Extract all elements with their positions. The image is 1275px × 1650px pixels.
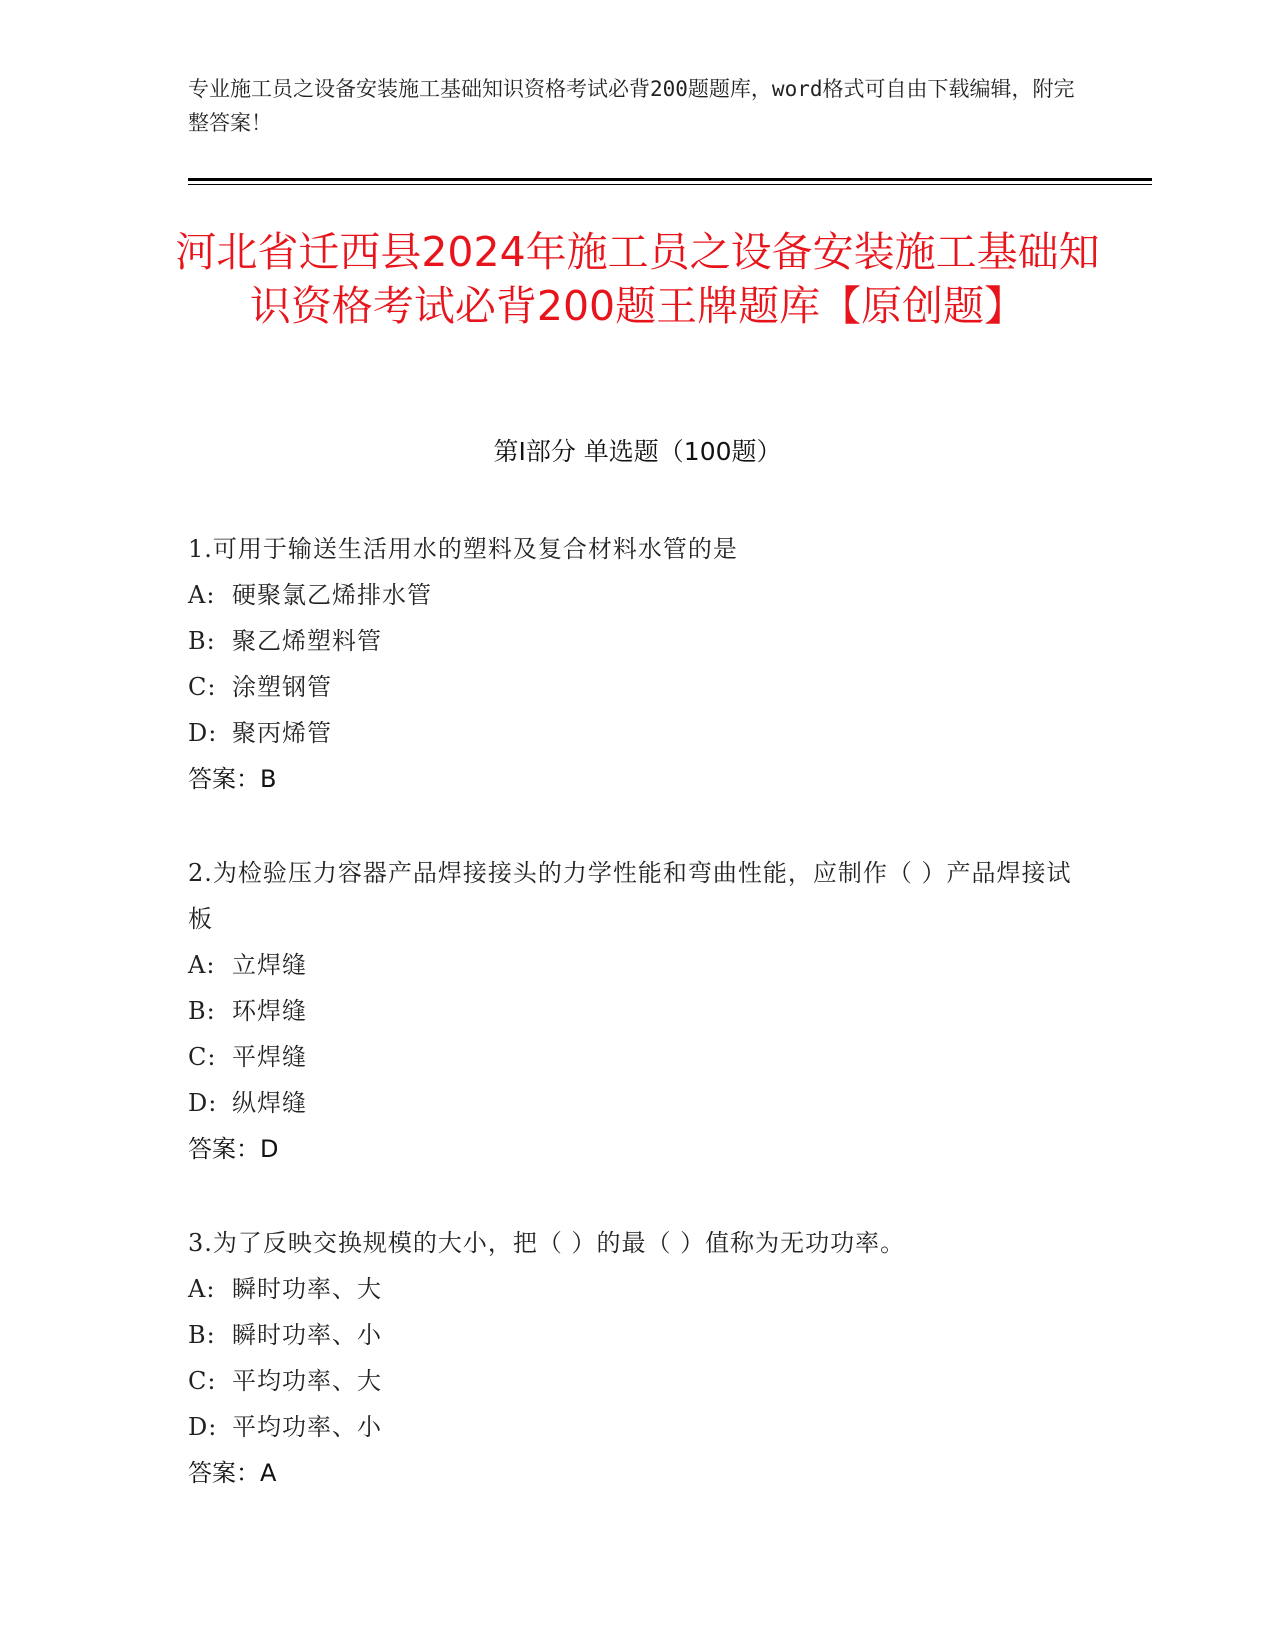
question-stem: 3.为了反映交换规模的大小，把（ ）的最（ ）值称为无功功率。	[188, 1229, 906, 1257]
option-key: A:	[188, 1275, 216, 1303]
option-d	[188, 1080, 1088, 1126]
option-c	[188, 1358, 1088, 1404]
option-text: 纵焊缝	[232, 1089, 307, 1117]
option-text: 聚乙烯塑料管	[232, 627, 382, 655]
option-text: 平均功率、小	[232, 1413, 382, 1441]
option-key: B:	[188, 627, 216, 655]
option-text: 平均功率、大	[232, 1367, 382, 1395]
question-3	[188, 1220, 1088, 1496]
option-key: C:	[188, 673, 217, 701]
option-c	[188, 664, 1088, 710]
option-key: C:	[188, 1043, 217, 1071]
option-key: C:	[188, 1367, 217, 1395]
answer: 答案：D	[188, 1135, 279, 1163]
question-stem: 1.可用于输送生活用水的塑料及复合材料水管的是	[188, 535, 738, 563]
option-text: 涂塑钢管	[232, 673, 332, 701]
header-note: 专业施工员之设备安装施工基础知识资格考试必背200题题库，word格式可自由下载编辑，附完整答案！	[188, 77, 1075, 135]
option-key: A:	[188, 581, 216, 609]
header-divider-thick	[188, 178, 1152, 181]
question-list	[188, 526, 1088, 1544]
option-text: 聚丙烯管	[232, 719, 332, 747]
option-key: B:	[188, 1321, 216, 1349]
option-b	[188, 1312, 1088, 1358]
option-b	[188, 988, 1088, 1034]
option-d	[188, 710, 1088, 756]
option-d	[188, 1404, 1088, 1450]
question-2	[188, 850, 1088, 1172]
option-text: 瞬时功率、大	[232, 1275, 382, 1303]
option-c	[188, 1034, 1088, 1080]
option-a	[188, 942, 1088, 988]
option-text: 瞬时功率、小	[232, 1321, 382, 1349]
option-b	[188, 618, 1088, 664]
option-a	[188, 572, 1088, 618]
option-text: 环焊缝	[232, 997, 307, 1025]
section-heading: 第Ⅰ部分 单选题（100题）	[493, 437, 782, 466]
answer: 答案：B	[188, 765, 277, 793]
option-key: D:	[188, 1413, 218, 1441]
option-key: A:	[188, 951, 216, 979]
option-key: D:	[188, 1089, 218, 1117]
question-1	[188, 526, 1088, 802]
option-text: 平焊缝	[232, 1043, 307, 1071]
option-text: 立焊缝	[232, 951, 307, 979]
question-stem: 2.为检验压力容器产品焊接接头的力学性能和弯曲性能，应制作（ ）产品焊接试板	[188, 859, 1072, 933]
option-key: D:	[188, 719, 218, 747]
option-text: 硬聚氯乙烯排水管	[232, 581, 432, 609]
header-divider-thin	[188, 184, 1152, 185]
option-key: B:	[188, 997, 216, 1025]
document-title: 河北省迁西县2024年施工员之设备安装施工基础知识资格考试必背200题王牌题库【原创题】	[175, 228, 1100, 330]
option-a	[188, 1266, 1088, 1312]
answer: 答案：A	[188, 1459, 277, 1487]
